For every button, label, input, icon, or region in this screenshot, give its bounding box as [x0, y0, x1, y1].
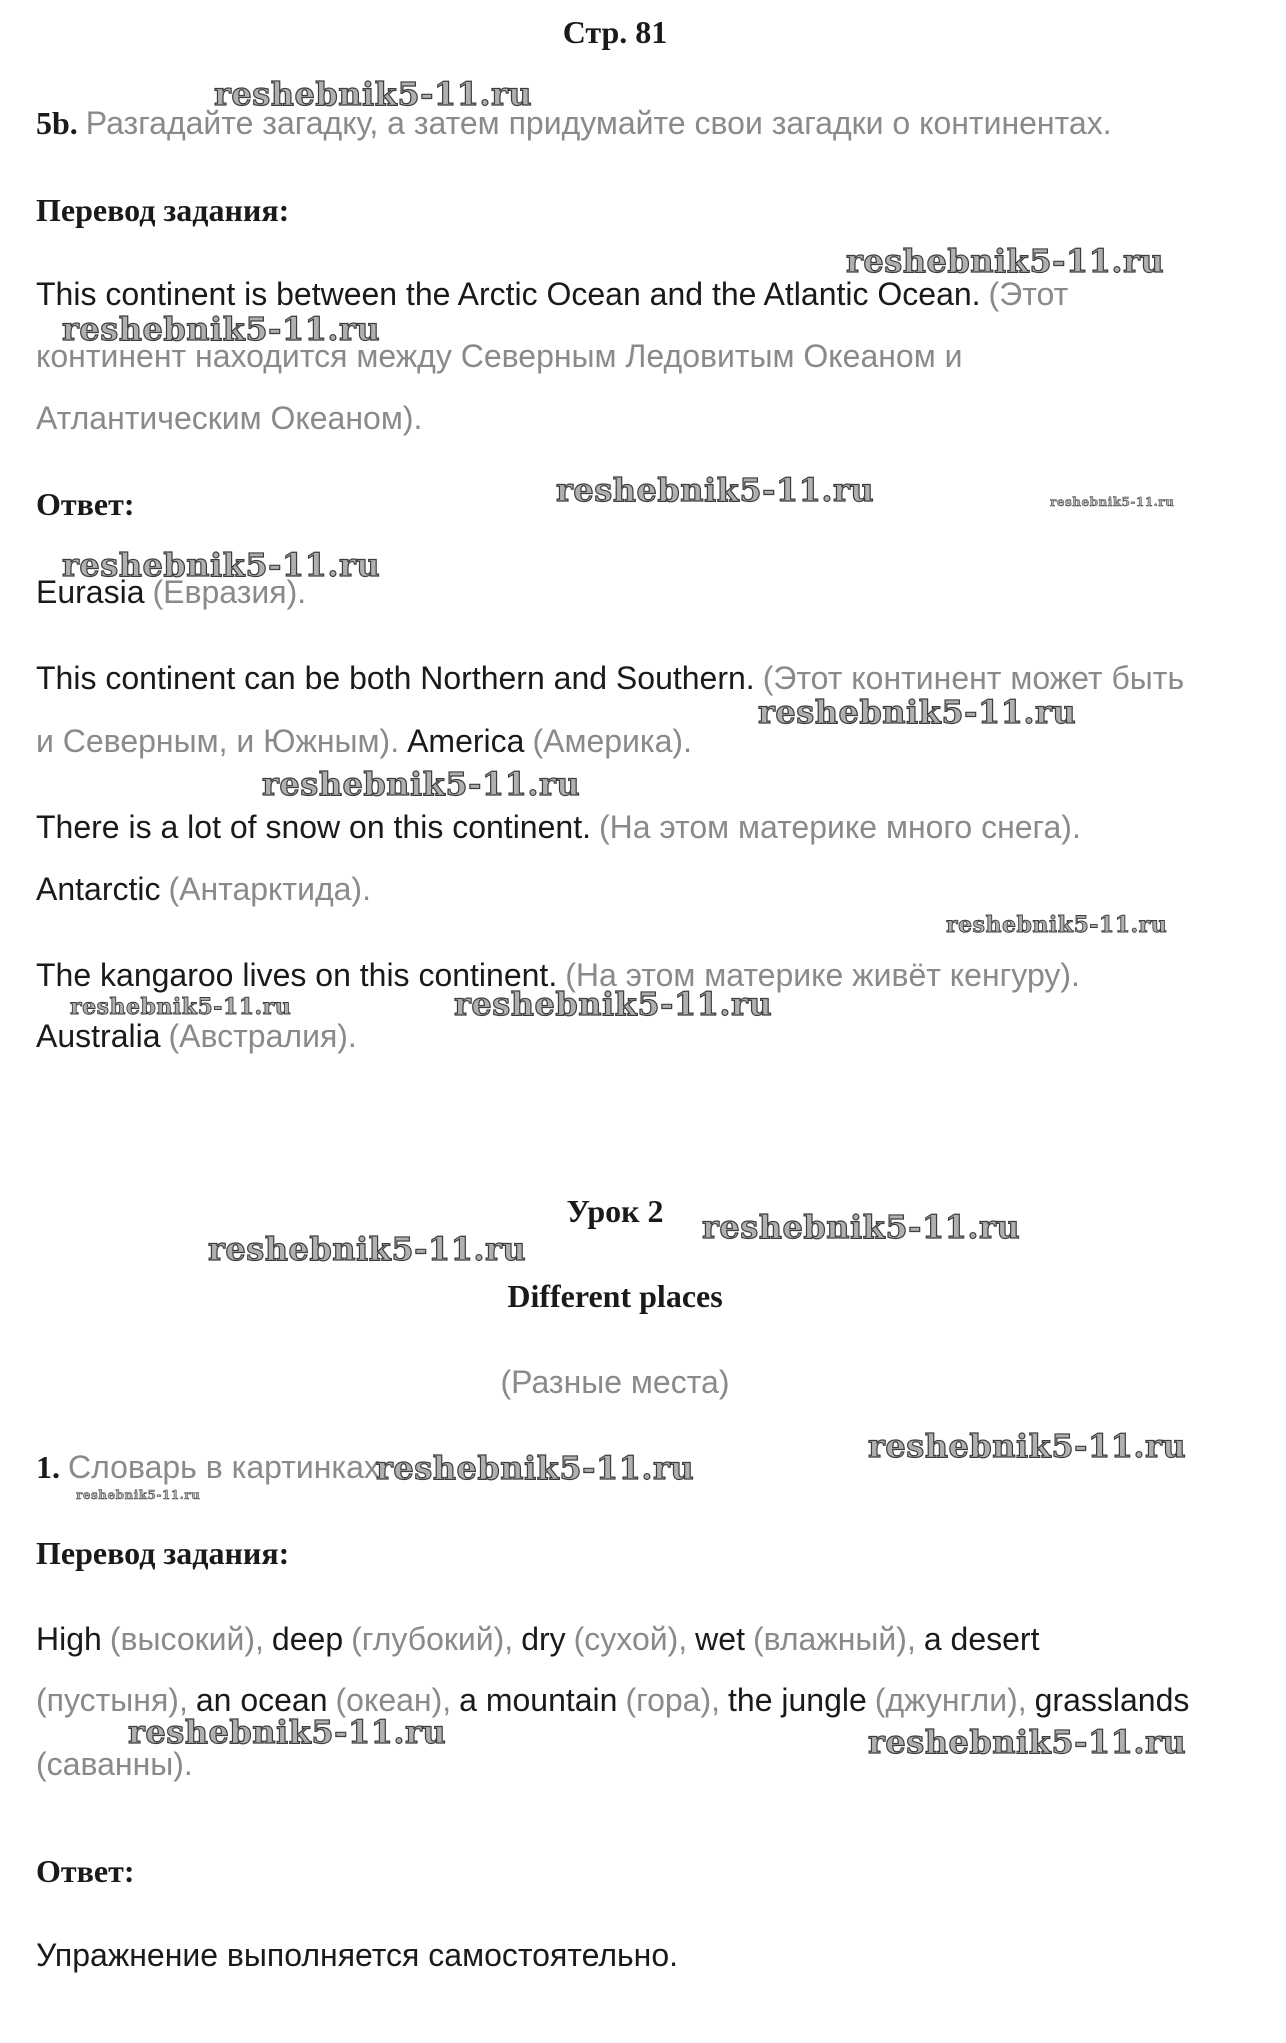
- word-russian: (океан),: [335, 1682, 452, 1718]
- riddle-2-english: This continent can be both Northern and Southern.: [36, 660, 755, 696]
- word-english: High: [36, 1621, 102, 1657]
- watermark: reshebnik5-11.ru: [702, 1208, 1021, 1246]
- riddle-1-english: This continent is between the Arctic Ocean and the Atlantic Ocean.: [36, 276, 981, 312]
- watermark: reshebnik5-11.ru: [262, 765, 581, 803]
- riddle-4-russian: (На этом материке живёт кенгуру).: [565, 957, 1080, 993]
- watermark: reshebnik5-11.ru: [454, 985, 773, 1023]
- word-russian: (высокий),: [109, 1621, 264, 1657]
- lesson-subtitle-translation: (Разные места): [500, 1364, 730, 1400]
- vocabulary-line-1: [36, 1619, 1039, 1659]
- exercise-1-task: [36, 1447, 380, 1487]
- exercise-number: 1.: [36, 1449, 60, 1485]
- riddle-4-answer-english: Australia: [36, 1018, 161, 1054]
- answer-heading: Ответ:: [36, 486, 135, 522]
- task-text: Разгадайте загадку, а затем придумайте свои загадки о континентах.: [85, 105, 1112, 141]
- riddle-1-line-1: [36, 274, 1068, 314]
- riddle-3: [36, 807, 1081, 847]
- watermark: reshebnik5-11.ru: [62, 546, 381, 584]
- lesson-subtitle: Different places: [507, 1278, 723, 1314]
- riddle-3-answer-english: Antarctic: [36, 871, 161, 907]
- riddle-2-russian-start: (Этот континент может быть: [762, 660, 1185, 696]
- word-russian: (глубокий),: [351, 1621, 514, 1657]
- riddle-2-line-1: [36, 658, 1184, 698]
- riddle-3-english: There is a lot of snow on this continent.: [36, 809, 591, 845]
- riddle-4-answer-russian: (Австралия).: [168, 1018, 357, 1054]
- word-english: wet: [695, 1621, 745, 1657]
- riddle-2-answer-english: America: [407, 723, 525, 759]
- lesson-title: Урок 2: [566, 1193, 664, 1229]
- vocabulary-line-3: (саванны).: [36, 1746, 193, 1782]
- riddle-3-answer-russian: (Антарктида).: [168, 871, 371, 907]
- word-russian: (джунгли),: [874, 1682, 1027, 1718]
- watermark: reshebnik5-11.ru: [758, 693, 1077, 731]
- task-text: Словарь в картинках: [68, 1449, 380, 1485]
- watermark: reshebnik5-11.ru: [76, 1488, 201, 1502]
- riddle-1-line-3: Атлантическим Океаном).: [36, 400, 423, 436]
- riddle-2-russian-end: и Северным, и Южным).: [36, 723, 400, 759]
- answer-english: Eurasia: [36, 574, 145, 610]
- answer-heading: Ответ:: [36, 1853, 135, 1889]
- riddle-2-line-2: [36, 721, 692, 761]
- watermark: reshebnik5-11.ru: [128, 1713, 447, 1751]
- word-english: an ocean: [195, 1682, 328, 1718]
- answer-russian: (Евразия).: [152, 574, 307, 610]
- word-russian: (сухой),: [573, 1621, 688, 1657]
- watermark: reshebnik5-11.ru: [1050, 495, 1175, 509]
- riddle-4-english: The kangaroo lives on this continent.: [36, 957, 558, 993]
- word-russian: (пустыня),: [36, 1682, 188, 1718]
- word-english: a desert: [923, 1621, 1040, 1657]
- riddle-2-answer-russian: (Америка).: [532, 723, 692, 759]
- watermark: reshebnik5-11.ru: [846, 242, 1165, 280]
- watermark: reshebnik5-11.ru: [946, 912, 1168, 938]
- riddle-1-line-2: континент находится между Северным Ледовитым Океаном и: [36, 338, 963, 374]
- watermark: reshebnik5-11.ru: [376, 1449, 695, 1487]
- riddle-4-answer: [36, 1016, 357, 1056]
- answer-text: Упражнение выполняется самостоятельно.: [36, 1937, 679, 1973]
- watermark: reshebnik5-11.ru: [62, 310, 381, 348]
- translation-heading: Перевод задания:: [36, 192, 290, 228]
- watermark: reshebnik5-11.ru: [70, 994, 292, 1020]
- watermark: reshebnik5-11.ru: [556, 471, 875, 509]
- riddle-3-russian: (На этом материке много снега).: [598, 809, 1081, 845]
- riddle-1-russian-start: (Этот: [988, 276, 1069, 312]
- watermark: reshebnik5-11.ru: [214, 75, 533, 113]
- watermark: reshebnik5-11.ru: [868, 1723, 1187, 1761]
- page-number-header: Стр. 81: [562, 14, 668, 50]
- word-english: deep: [271, 1621, 344, 1657]
- word-english: the jungle: [728, 1682, 867, 1718]
- watermark: reshebnik5-11.ru: [208, 1230, 527, 1268]
- word-english: dry: [521, 1621, 566, 1657]
- exercise-5b-task: [36, 103, 1112, 143]
- translation-heading: Перевод задания:: [36, 1535, 290, 1571]
- word-english: a mountain: [459, 1682, 618, 1718]
- word-russian: (гора),: [625, 1682, 721, 1718]
- word-english: grasslands: [1034, 1682, 1190, 1718]
- word-russian: (влажный),: [752, 1621, 916, 1657]
- riddle-3-answer: [36, 869, 371, 909]
- exercise-number: 5b.: [36, 105, 78, 141]
- watermark: reshebnik5-11.ru: [868, 1427, 1187, 1465]
